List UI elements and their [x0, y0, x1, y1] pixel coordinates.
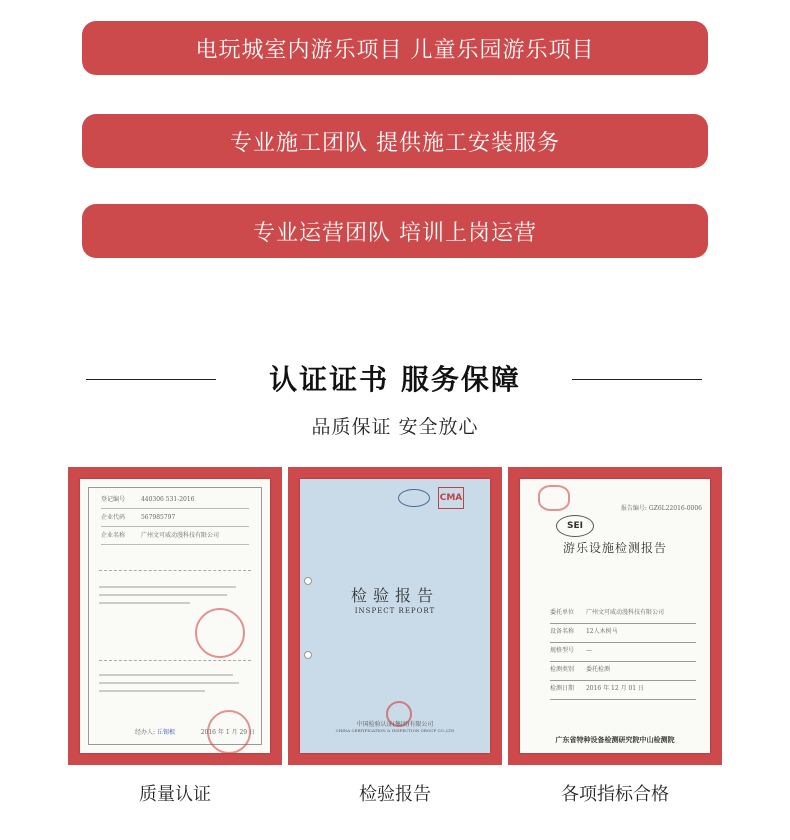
cma-logo-icon: CMA [438, 487, 464, 509]
caption-standards: 各项指标合格 [561, 784, 669, 805]
certificate-date: 2016 年 1 月 29 日 [200, 729, 255, 736]
field-label: 设备名称 [550, 628, 575, 635]
banner-construction-team: 专业施工团队 提供施工安装服务 [82, 114, 708, 168]
field-value: 委托检测 [585, 666, 610, 673]
field-label: 企业名称 [101, 532, 126, 539]
banner-operations-team: 专业运营团队 培训上岗运营 [82, 204, 708, 258]
field-label: 规格型号 [550, 647, 575, 654]
signer-name: 丘锡根 [156, 729, 175, 736]
signer-label: 经办人: [135, 729, 156, 736]
field-value: 12人木树马 [585, 628, 618, 635]
field-value: 广州文可威动漫科技有限公司 [585, 609, 664, 616]
sei-logo-icon: SEI [556, 515, 594, 537]
amusement-test-report-document [520, 479, 710, 753]
binder-hole-icon [304, 651, 312, 659]
red-seal-icon [195, 608, 245, 658]
section-title: 认证证书 服务保障 [269, 363, 521, 396]
certificate-card-quality[interactable] [68, 467, 282, 765]
field-label: 委托单位 [550, 609, 575, 616]
issuing-institute: 广东省特种设备检测研究院中山检测院 [555, 736, 675, 744]
caption-inspection: 检验报告 [359, 784, 431, 805]
report-title: 游乐设施检测报告 [562, 541, 667, 555]
report-subtitle: INSPECT REPORT [354, 607, 436, 615]
certificate-card-inspection[interactable] [288, 467, 502, 765]
field-label: 登记编号 [101, 496, 126, 503]
quality-certificate-document [80, 479, 270, 753]
report-number: 报告编号: GZ6L22016-0006 [620, 505, 702, 512]
red-seal-icon [538, 485, 570, 511]
banner-arcade-projects: 电玩城室内游乐项目 儿童乐园游乐项目 [82, 21, 708, 75]
certificate-card-standards[interactable] [508, 467, 722, 765]
field-label: 检测类别 [550, 666, 575, 673]
heading-right-line [572, 379, 702, 380]
issuer-name-en: CHINA CERTIFICATION & INSPECTION GROUP CO.,LTD [335, 728, 455, 733]
field-value: 567985797 [140, 514, 176, 521]
issuer-name: 中国检验认证(集团)有限公司 [356, 721, 434, 728]
cnas-logo-icon [398, 489, 430, 507]
field-label: 企业代码 [101, 514, 126, 521]
report-title: 检验报告 [350, 586, 439, 605]
field-value: 广州文可威动漫科技有限公司 [140, 532, 219, 539]
field-label: 检测日期 [550, 685, 575, 692]
inspection-report-document [300, 479, 490, 753]
field-value: 2016 年 12 月 01 日 [585, 685, 645, 692]
caption-quality: 质量认证 [139, 784, 211, 805]
field-value: — [585, 647, 592, 654]
field-value: 440306 531-2016 [140, 496, 195, 503]
section-subtitle: 品质保证 安全放心 [311, 416, 479, 438]
